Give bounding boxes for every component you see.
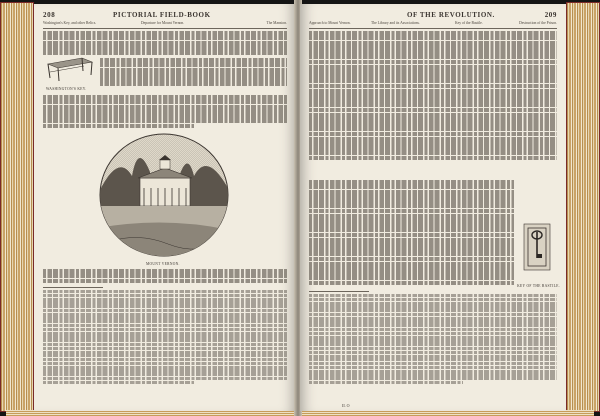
left-running-title: PICTORIAL FIELD-BOOK (113, 11, 211, 19)
left-text-lower (43, 269, 287, 283)
left-subhead-3: The Mansion. (266, 21, 287, 25)
left-subhead-1: Washington's Key, and other Relics. (43, 21, 97, 25)
mount-vernon-caption: MOUNT VERNON. (146, 262, 180, 266)
right-subhead-4: Destruction of the Prison. (519, 21, 557, 25)
left-text-beside-key (100, 58, 287, 87)
bastile-key-illustration (520, 222, 554, 280)
right-subheads (309, 21, 557, 29)
left-page-number: 208 (43, 11, 56, 19)
right-subhead-1: Approach to Mount Vernon. (309, 21, 351, 25)
right-page (300, 4, 566, 411)
left-footnotes (43, 290, 287, 385)
right-footnote-rule (309, 291, 369, 292)
right-subhead-3: Key of the Bastile. (455, 21, 483, 25)
left-page (34, 4, 296, 411)
right-footnotes (309, 294, 557, 385)
left-footnote-rule (43, 287, 103, 288)
right-page-number: 209 (544, 11, 557, 19)
left-subhead-2: Departure for Mount Vernon. (141, 21, 185, 25)
mount-vernon-engraving (98, 132, 230, 260)
right-header (309, 11, 557, 21)
left-subheads (43, 21, 287, 29)
right-subhead-2: The Library and its Associations. (371, 21, 420, 25)
right-text-main (309, 31, 557, 161)
right-text-beside-key (309, 180, 514, 286)
left-text-mid (43, 95, 287, 129)
left-text-top (43, 31, 287, 55)
signature-mark: II. O (342, 403, 350, 408)
bastile-caption: KEY OF THE BASTILE. (517, 284, 560, 288)
marbled-edge-right (566, 2, 600, 412)
marbled-edge-left (0, 2, 34, 412)
right-running-title: OF THE REVOLUTION. (407, 11, 495, 19)
key-caption: WASHINGTON'S KEY. (46, 87, 87, 91)
washingtons-key-illustration (44, 56, 96, 86)
left-header (43, 11, 287, 21)
